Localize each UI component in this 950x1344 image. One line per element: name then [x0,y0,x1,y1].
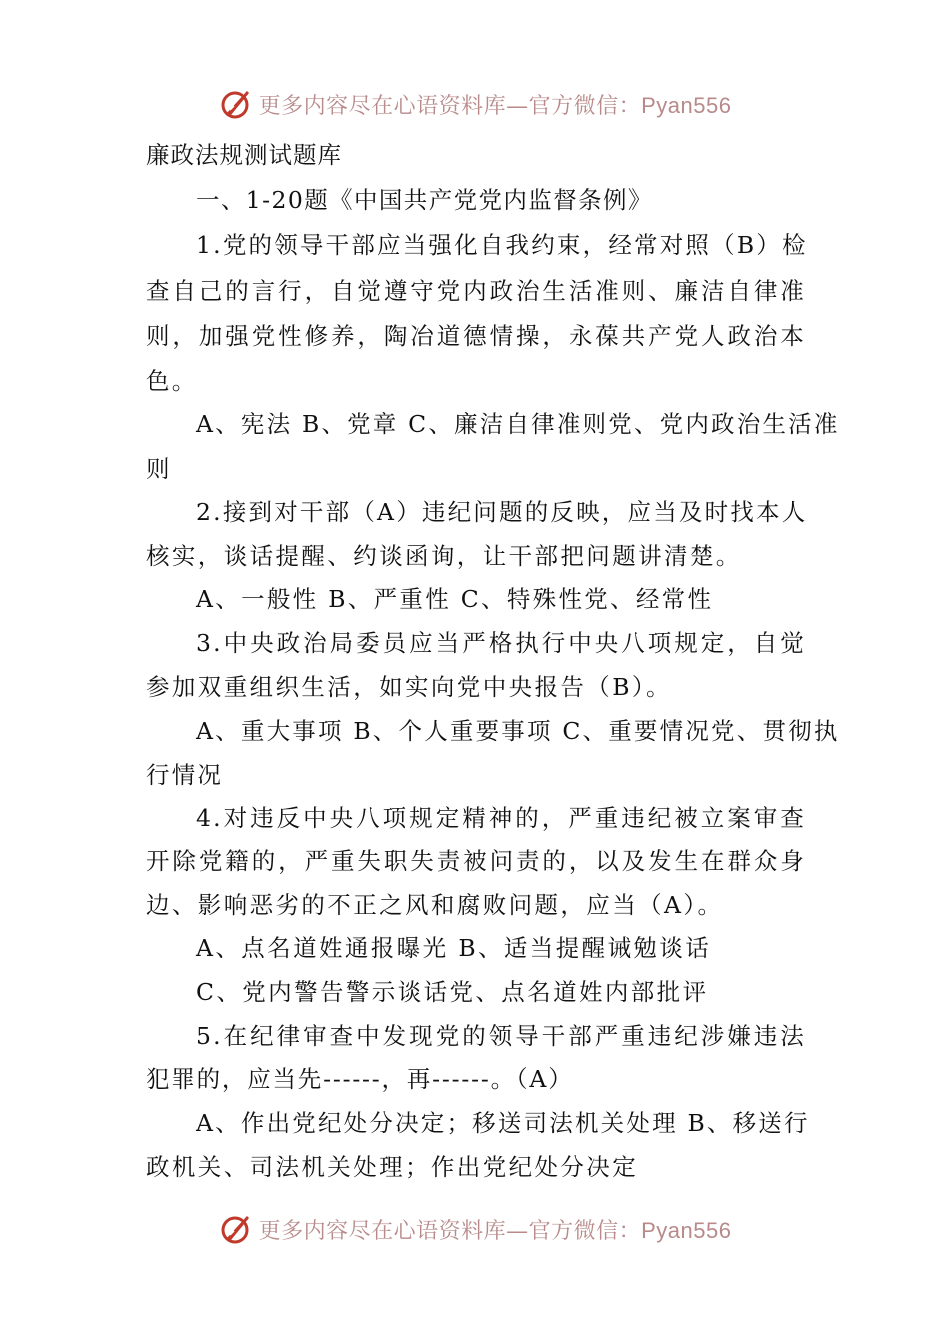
question-1-options-line-2: 则 [146,455,172,483]
question-1-options-line-1: A、宪法 B、党章 C、廉洁自律准则党、党内政治生活准 [196,410,840,438]
feather-pen-logo-icon [219,87,253,121]
question-3-line-1: 3.中央政治局委员应当严格执行中央八项规定，自觉 [196,629,806,657]
watermark-text: 更多内容尽在心语资料库—官方微信：Pyan556 [258,1217,732,1244]
question-5-line-2: 犯罪的，应当先------，再------。（A） [146,1065,574,1093]
watermark-text: 更多内容尽在心语资料库—官方微信：Pyan556 [258,92,732,119]
watermark-banner-top [0,84,950,124]
question-1-line-4: 色。 [146,367,198,395]
feather-pen-logo-icon [219,1212,253,1246]
section-heading: 一、1-20题《中国共产党党内监督条例》 [196,186,653,214]
question-5-options-line-2: 政机关、司法机关处理；作出党纪处分决定 [146,1153,639,1181]
question-5-options-line-1: A、作出党纪处分决定；移送司法机关处理 B、移送行 [196,1109,810,1137]
question-2-line-1: 2.接到对干部（A）违纪问题的反映，应当及时找本人 [196,498,808,526]
question-4-line-2: 开除党籍的，严重失职失责被问责的，以及发生在群众身 [146,847,806,875]
question-3-options-line-2: 行情况 [146,761,224,789]
question-4-options-line-1: A、点名道姓通报曝光 B、适当提醒诫勉谈话 [196,934,712,962]
document-title: 廉政法规测试题库 [146,141,342,169]
watermark-banner-bottom [0,1209,950,1249]
question-3-options-line-1: A、重大事项 B、个人重要事项 C、重要情况党、贯彻执 [196,717,840,745]
question-5-line-1: 5.在纪律审查中发现党的领导干部严重违纪涉嫌违法 [196,1022,806,1050]
question-3-line-2: 参加双重组织生活，如实向党中央报告（B）。 [146,673,672,701]
question-4-options-line-2: C、党内警告警示谈话党、点名道姓内部批评 [196,978,709,1006]
question-1-line-1: 1.党的领导干部应当强化自我约束，经常对照（B）检 [196,231,808,259]
question-2-options: A、一般性 B、严重性 C、特殊性党、经常性 [196,585,714,613]
question-4-line-3: 边、影响恶劣的不正之风和腐败问题，应当（A）。 [146,891,724,919]
question-1-line-2: 查自己的言行，自觉遵守党内政治生活准则、廉洁自律准 [146,277,806,305]
question-2-line-2: 核实，谈话提醒、约谈函询，让干部把问题讲清楚。 [146,542,742,570]
question-1-line-3: 则，加强党性修养，陶冶道德情操，永葆共产党人政治本 [146,322,806,350]
question-4-line-1: 4.对违反中央八项规定精神的，严重违纪被立案审查 [196,804,806,832]
